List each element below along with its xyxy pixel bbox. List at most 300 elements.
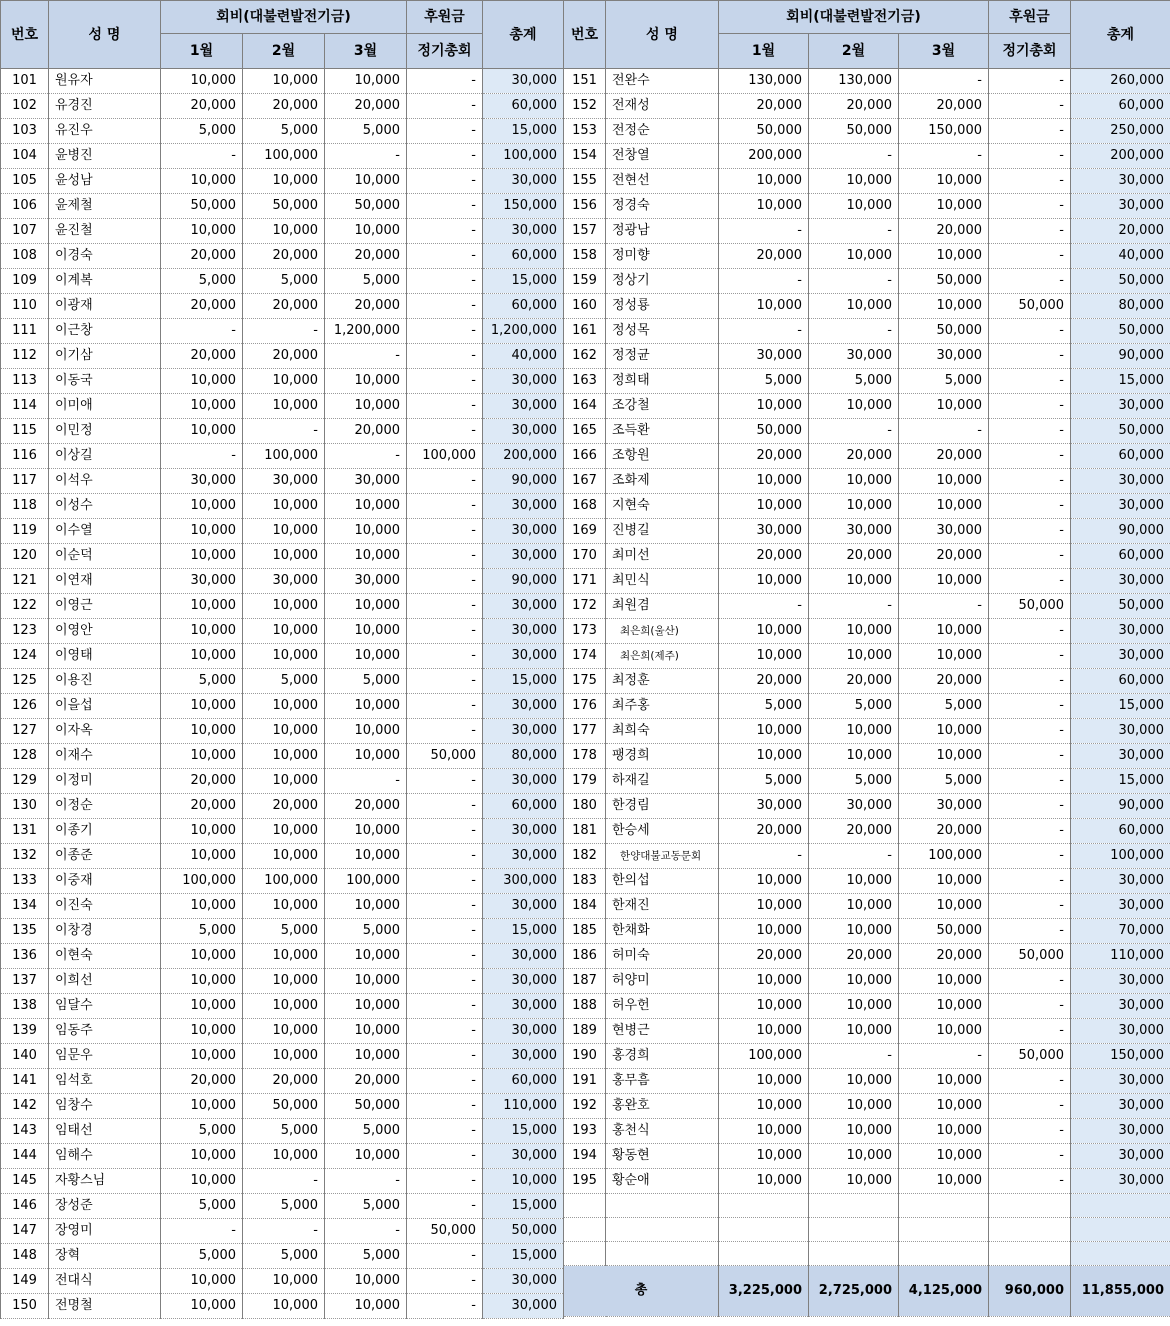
row-month-3: 10,000: [325, 994, 407, 1019]
row-month-3: 10,000: [899, 869, 989, 894]
row-number: 121: [1, 569, 49, 594]
row-support: -: [407, 1044, 483, 1069]
row-support: -: [989, 694, 1071, 719]
row-month-1: 10,000: [719, 744, 809, 769]
table-row: [1, 294, 564, 319]
row-support: -: [407, 944, 483, 969]
row-month-3: 5,000: [325, 1194, 407, 1219]
row-month-3: 10,000: [325, 644, 407, 669]
row-month-1: 5,000: [161, 119, 243, 144]
row-number: 158: [564, 244, 606, 269]
table-row: [564, 319, 1170, 344]
row-support: -: [989, 719, 1071, 744]
row-month-1: 20,000: [719, 669, 809, 694]
row-month-3: 5,000: [325, 1244, 407, 1269]
row-month-2: 10,000: [809, 919, 899, 944]
row-total: 30,000: [483, 1269, 564, 1294]
table-row: [1, 969, 564, 994]
row-month-1: 10,000: [719, 469, 809, 494]
row-support: -: [989, 244, 1071, 269]
table-row: [1, 244, 564, 269]
row-month-3: 10,000: [899, 744, 989, 769]
row-month-3: 10,000: [899, 719, 989, 744]
row-number: 157: [564, 219, 606, 244]
row-support: -: [407, 894, 483, 919]
row-month-1: -: [719, 319, 809, 344]
header-support: 후원금: [407, 1, 483, 34]
row-month-2: 130,000: [809, 69, 899, 94]
row-name: 윤병진: [49, 144, 161, 169]
row-month-3: 5,000: [325, 269, 407, 294]
header-month-2: 2월: [243, 34, 325, 69]
table-row: [564, 169, 1170, 194]
row-support: -: [989, 569, 1071, 594]
row-total: 30,000: [483, 69, 564, 94]
row-number: 111: [1, 319, 49, 344]
row-month-1: 10,000: [161, 69, 243, 94]
row-support: -: [989, 419, 1071, 444]
row-month-2: 10,000: [243, 844, 325, 869]
row-month-2: 100,000: [243, 869, 325, 894]
row-name: 허양미: [606, 969, 719, 994]
row-number: 113: [1, 369, 49, 394]
row-name: 홍완호: [606, 1094, 719, 1119]
row-month-1: 50,000: [161, 194, 243, 219]
row-support: -: [407, 1094, 483, 1119]
row-month-1: 10,000: [161, 419, 243, 444]
row-name: 임문우: [49, 1044, 161, 1069]
row-number: 124: [1, 644, 49, 669]
row-number: 132: [1, 844, 49, 869]
row-month-3: 10,000: [899, 969, 989, 994]
row-number: 137: [1, 969, 49, 994]
row-support: -: [989, 894, 1071, 919]
table-row: [1, 444, 564, 469]
row-number: 177: [564, 719, 606, 744]
row-name: 전정순: [606, 119, 719, 144]
row-number: 120: [1, 544, 49, 569]
row-name: 전창열: [606, 144, 719, 169]
row-name: 전명철: [49, 1294, 161, 1319]
row-month-3: 100,000: [325, 869, 407, 894]
grand-total-sum: 11,855,000: [1071, 1266, 1170, 1317]
row-month-1: -: [719, 219, 809, 244]
row-total: 15,000: [483, 1119, 564, 1144]
row-name: 이영안: [49, 619, 161, 644]
row-support: -: [407, 1269, 483, 1294]
row-support: -: [407, 1244, 483, 1269]
row-name: 윤진철: [49, 219, 161, 244]
row-name: 이영근: [49, 594, 161, 619]
row-number: 178: [564, 744, 606, 769]
header-month-3: 3월: [899, 34, 989, 69]
row-month-2: 10,000: [243, 594, 325, 619]
row-month-2: 20,000: [243, 794, 325, 819]
table-row: [564, 869, 1170, 894]
row-month-2: 10,000: [809, 894, 899, 919]
row-number: 126: [1, 694, 49, 719]
row-month-3: 5,000: [325, 669, 407, 694]
row-support: 50,000: [989, 594, 1071, 619]
row-number: 179: [564, 769, 606, 794]
row-support: -: [989, 544, 1071, 569]
header-no: 번호: [564, 1, 606, 69]
row-month-1: 10,000: [161, 519, 243, 544]
row-support: -: [407, 494, 483, 519]
row-total: 1,200,000: [483, 319, 564, 344]
row-total: 15,000: [483, 919, 564, 944]
row-number: 136: [1, 944, 49, 969]
row-number: 155: [564, 169, 606, 194]
row-support: -: [407, 994, 483, 1019]
row-number: 168: [564, 494, 606, 519]
row-month-1: 20,000: [161, 769, 243, 794]
row-month-1: 10,000: [719, 644, 809, 669]
row-total: 90,000: [1071, 344, 1170, 369]
row-name: 이종준: [49, 844, 161, 869]
row-month-3: 10,000: [325, 694, 407, 719]
row-month-2: 5,000: [809, 769, 899, 794]
table-row: [564, 419, 1170, 444]
row-support: -: [989, 644, 1071, 669]
row-number: 114: [1, 394, 49, 419]
row-total: 50,000: [483, 1219, 564, 1244]
empty-cell: [989, 1242, 1071, 1266]
row-support: -: [407, 169, 483, 194]
row-month-1: 100,000: [161, 869, 243, 894]
row-month-3: 10,000: [325, 1144, 407, 1169]
row-month-1: 10,000: [161, 994, 243, 1019]
row-month-1: 20,000: [719, 819, 809, 844]
row-total: 30,000: [1071, 894, 1170, 919]
row-month-3: 10,000: [899, 194, 989, 219]
row-name: 홍경희: [606, 1044, 719, 1069]
row-month-2: 10,000: [243, 944, 325, 969]
row-name: 조항원: [606, 444, 719, 469]
row-name: 전현선: [606, 169, 719, 194]
row-total: 110,000: [483, 1094, 564, 1119]
row-support: -: [407, 219, 483, 244]
row-number: 150: [1, 1294, 49, 1319]
row-month-1: 5,000: [161, 669, 243, 694]
row-name: 임해수: [49, 1144, 161, 1169]
row-month-2: 10,000: [809, 1169, 899, 1194]
row-month-3: 10,000: [899, 644, 989, 669]
row-number: 175: [564, 669, 606, 694]
table-row: [1, 919, 564, 944]
row-name: 정성룡: [606, 294, 719, 319]
row-month-1: 10,000: [161, 169, 243, 194]
table-row: [1, 119, 564, 144]
table-row: [1, 94, 564, 119]
row-month-3: 20,000: [899, 544, 989, 569]
header-no: 번호: [1, 1, 49, 69]
row-support: -: [989, 1094, 1071, 1119]
row-month-3: 10,000: [325, 1044, 407, 1069]
row-support: -: [407, 319, 483, 344]
row-support: -: [989, 69, 1071, 94]
row-name: 정희태: [606, 369, 719, 394]
row-support: -: [407, 569, 483, 594]
row-support: -: [407, 1294, 483, 1319]
empty-cell: [899, 1242, 989, 1266]
row-support: -: [407, 419, 483, 444]
row-total: 60,000: [483, 244, 564, 269]
table-row: [564, 494, 1170, 519]
row-support: -: [989, 444, 1071, 469]
row-month-3: 10,000: [899, 894, 989, 919]
table-row: [564, 794, 1170, 819]
row-month-1: -: [161, 444, 243, 469]
table-row: [1, 644, 564, 669]
table-row: [564, 544, 1170, 569]
row-month-1: 10,000: [719, 494, 809, 519]
row-month-2: 10,000: [243, 769, 325, 794]
row-month-2: 10,000: [809, 719, 899, 744]
row-support: 50,000: [407, 744, 483, 769]
row-number: 105: [1, 169, 49, 194]
table-row: [1, 819, 564, 844]
table-row: [564, 219, 1170, 244]
row-month-3: -: [325, 344, 407, 369]
ledger-body-right: [564, 69, 1170, 1317]
row-name: 임석호: [49, 1069, 161, 1094]
row-total: 30,000: [1071, 1169, 1170, 1194]
row-month-1: 10,000: [719, 194, 809, 219]
row-total: 30,000: [483, 494, 564, 519]
table-row: [1, 394, 564, 419]
row-month-2: -: [809, 1044, 899, 1069]
row-month-1: 10,000: [161, 944, 243, 969]
row-total: 30,000: [1071, 569, 1170, 594]
row-name: 이근창: [49, 319, 161, 344]
row-month-3: 10,000: [325, 969, 407, 994]
row-number: 117: [1, 469, 49, 494]
row-number: 163: [564, 369, 606, 394]
row-name: 이동국: [49, 369, 161, 394]
row-support: 50,000: [989, 1044, 1071, 1069]
table-row: [1, 1044, 564, 1069]
row-name: 허우헌: [606, 994, 719, 1019]
row-month-3: 10,000: [899, 1094, 989, 1119]
row-month-1: 10,000: [161, 644, 243, 669]
row-month-1: 5,000: [719, 769, 809, 794]
row-month-2: -: [243, 1169, 325, 1194]
row-month-3: 10,000: [325, 369, 407, 394]
row-total: 50,000: [1071, 419, 1170, 444]
row-name: 이성수: [49, 494, 161, 519]
row-month-3: 20,000: [899, 94, 989, 119]
row-total: 30,000: [1071, 1144, 1170, 1169]
row-month-2: 10,000: [809, 169, 899, 194]
row-month-2: -: [243, 319, 325, 344]
table-row: [1, 719, 564, 744]
row-number: 193: [564, 1119, 606, 1144]
row-month-3: 30,000: [899, 344, 989, 369]
row-month-3: 30,000: [325, 569, 407, 594]
row-month-2: 5,000: [243, 669, 325, 694]
row-month-1: 30,000: [161, 569, 243, 594]
row-support: -: [407, 344, 483, 369]
row-month-3: -: [325, 1219, 407, 1244]
row-total: 15,000: [483, 119, 564, 144]
table-row: [564, 569, 1170, 594]
row-month-1: 10,000: [719, 1069, 809, 1094]
empty-cell: [564, 1242, 606, 1266]
grand-total-month-2: 2,725,000: [809, 1266, 899, 1317]
row-total: 60,000: [483, 794, 564, 819]
table-row: [1, 544, 564, 569]
row-number: 115: [1, 419, 49, 444]
table-row: [564, 994, 1170, 1019]
row-month-2: 50,000: [809, 119, 899, 144]
row-name: 이종기: [49, 819, 161, 844]
row-month-2: -: [809, 319, 899, 344]
row-support: -: [407, 269, 483, 294]
row-number: 186: [564, 944, 606, 969]
row-number: 190: [564, 1044, 606, 1069]
table-row: [564, 819, 1170, 844]
row-name: 윤제철: [49, 194, 161, 219]
row-total: 30,000: [483, 369, 564, 394]
row-month-3: 10,000: [899, 1169, 989, 1194]
table-row: [564, 1144, 1170, 1169]
row-total: 80,000: [483, 744, 564, 769]
row-total: 100,000: [1071, 844, 1170, 869]
row-total: 30,000: [483, 719, 564, 744]
row-month-1: 10,000: [161, 394, 243, 419]
row-month-2: -: [809, 844, 899, 869]
row-support: -: [407, 119, 483, 144]
row-month-3: 20,000: [325, 794, 407, 819]
row-number: 192: [564, 1094, 606, 1119]
row-month-2: 20,000: [809, 819, 899, 844]
row-month-3: 30,000: [899, 519, 989, 544]
row-name: 지현숙: [606, 494, 719, 519]
row-month-1: 10,000: [161, 619, 243, 644]
row-name: 임태선: [49, 1119, 161, 1144]
row-month-1: -: [161, 1219, 243, 1244]
row-month-1: 100,000: [719, 1044, 809, 1069]
row-support: -: [989, 469, 1071, 494]
row-month-3: 10,000: [325, 219, 407, 244]
empty-cell: [1071, 1194, 1170, 1218]
row-month-2: 10,000: [243, 494, 325, 519]
row-month-2: 5,000: [243, 919, 325, 944]
row-month-3: 20,000: [899, 444, 989, 469]
row-name: 이정미: [49, 769, 161, 794]
row-total: 30,000: [483, 394, 564, 419]
row-month-2: 10,000: [243, 169, 325, 194]
row-month-3: 1,200,000: [325, 319, 407, 344]
empty-cell: [1071, 1242, 1170, 1266]
row-number: 127: [1, 719, 49, 744]
table-row: [1, 69, 564, 94]
table-row: [564, 894, 1170, 919]
row-support: -: [407, 1169, 483, 1194]
row-month-3: 5,000: [899, 694, 989, 719]
row-month-1: 10,000: [161, 894, 243, 919]
row-month-2: 10,000: [809, 469, 899, 494]
row-name: 한채화: [606, 919, 719, 944]
table-row: [564, 69, 1170, 94]
row-month-2: 10,000: [809, 244, 899, 269]
row-month-1: 5,000: [161, 1194, 243, 1219]
row-month-3: 10,000: [325, 1294, 407, 1319]
row-name: 정상기: [606, 269, 719, 294]
header-fee-group: 회비(대불련발전기금): [161, 1, 407, 34]
row-number: 176: [564, 694, 606, 719]
grand-total-row: [564, 1266, 1170, 1317]
table-row: [1, 219, 564, 244]
row-total: 30,000: [483, 694, 564, 719]
row-number: 103: [1, 119, 49, 144]
row-support: -: [407, 194, 483, 219]
empty-row: [564, 1242, 1170, 1266]
row-total: 30,000: [483, 944, 564, 969]
row-month-3: 100,000: [899, 844, 989, 869]
row-total: 15,000: [483, 1194, 564, 1219]
row-month-1: 10,000: [719, 1144, 809, 1169]
row-month-2: 10,000: [243, 1269, 325, 1294]
row-month-2: -: [809, 219, 899, 244]
row-month-1: -: [719, 844, 809, 869]
row-support: -: [407, 794, 483, 819]
row-name: 이희선: [49, 969, 161, 994]
row-number: 156: [564, 194, 606, 219]
header-name: 성 명: [49, 1, 161, 69]
row-name: 홍무흠: [606, 1069, 719, 1094]
row-month-1: 20,000: [719, 544, 809, 569]
row-name: 정광남: [606, 219, 719, 244]
row-month-3: 10,000: [325, 69, 407, 94]
row-total: 90,000: [1071, 794, 1170, 819]
empty-row: [564, 1194, 1170, 1218]
row-total: 30,000: [483, 819, 564, 844]
row-number: 154: [564, 144, 606, 169]
row-month-3: 20,000: [899, 669, 989, 694]
empty-cell: [899, 1218, 989, 1242]
row-month-2: 100,000: [243, 144, 325, 169]
row-month-1: 30,000: [719, 519, 809, 544]
row-month-2: 10,000: [809, 869, 899, 894]
row-month-2: 10,000: [243, 1019, 325, 1044]
table-row: [564, 244, 1170, 269]
row-total: 30,000: [483, 169, 564, 194]
row-month-3: 10,000: [325, 619, 407, 644]
table-row: [1, 894, 564, 919]
row-total: 200,000: [483, 444, 564, 469]
grand-total-month-3: 4,125,000: [899, 1266, 989, 1317]
row-month-3: -: [325, 1169, 407, 1194]
row-total: 15,000: [483, 1244, 564, 1269]
row-support: -: [407, 869, 483, 894]
row-month-3: 20,000: [325, 419, 407, 444]
row-name: 정성목: [606, 319, 719, 344]
row-name: 이중재: [49, 869, 161, 894]
row-month-1: 10,000: [719, 294, 809, 319]
row-month-1: 5,000: [161, 1119, 243, 1144]
empty-cell: [1071, 1218, 1170, 1242]
row-number: 165: [564, 419, 606, 444]
ledger-body-left: [1, 69, 564, 1319]
row-month-2: 10,000: [243, 619, 325, 644]
row-month-1: 10,000: [161, 369, 243, 394]
table-row: [1, 469, 564, 494]
table-row: [564, 1119, 1170, 1144]
table-row: [1, 1269, 564, 1294]
row-month-2: 20,000: [243, 1069, 325, 1094]
